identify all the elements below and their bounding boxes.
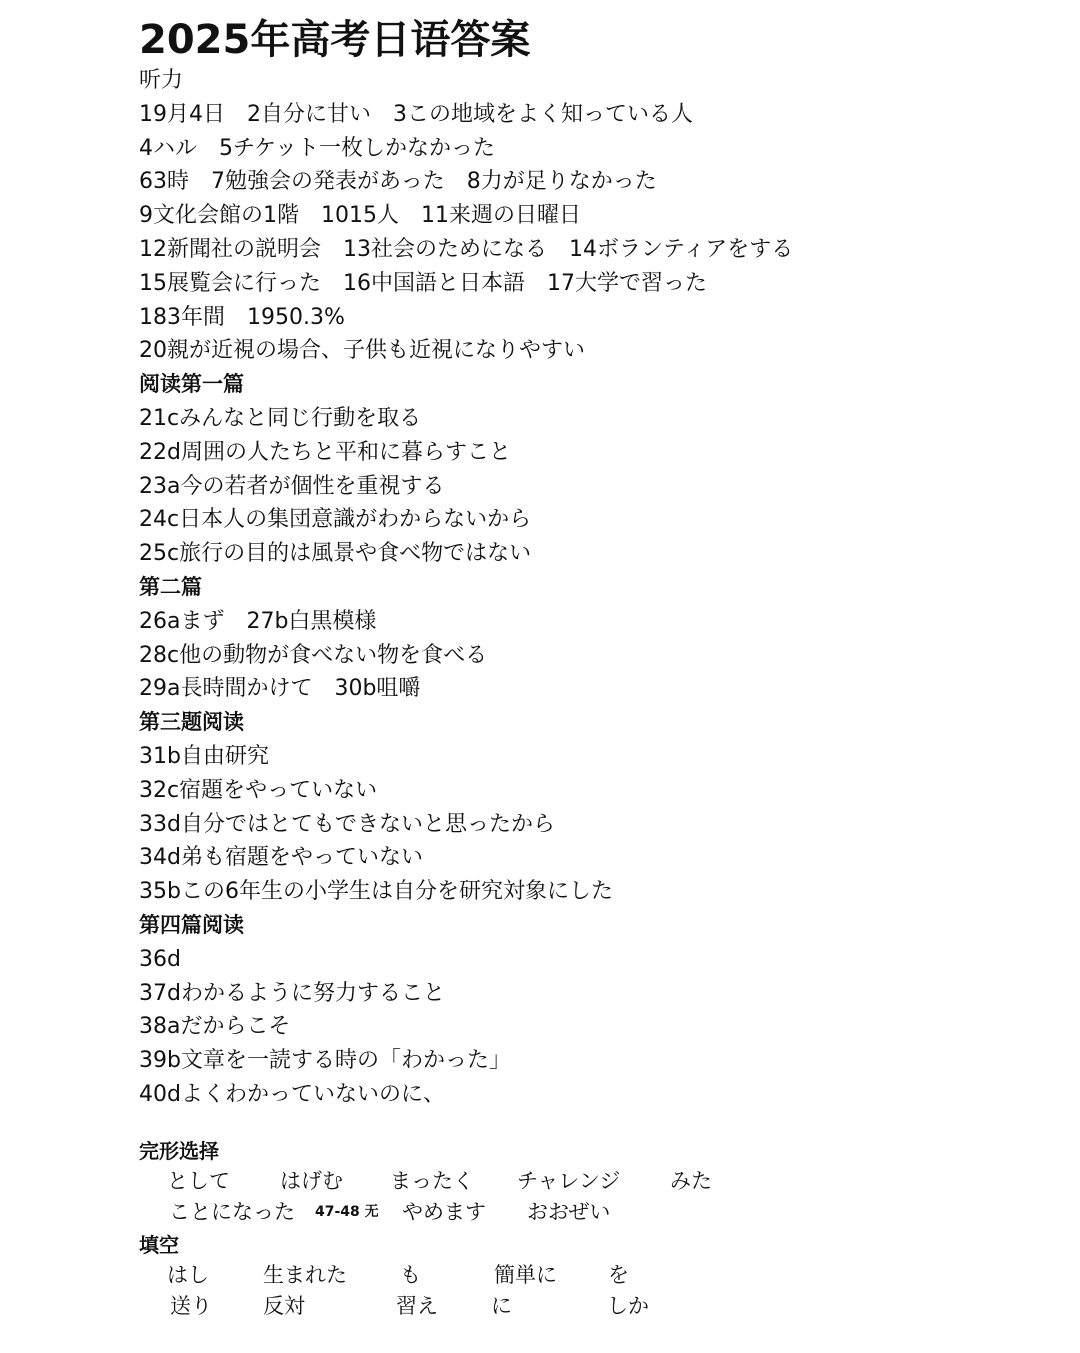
fill-row-1: [139, 1260, 1039, 1291]
answer-line: 35bこの6年生の小学生は自分を研究対象にした: [139, 879, 613, 905]
fill-answer: 送り: [170, 1294, 212, 1318]
fill-answer: 習え: [396, 1294, 438, 1318]
section-heading: 阅读第一篇: [139, 372, 244, 397]
fill-answer: はし: [167, 1263, 209, 1287]
fill-row-2: [139, 1291, 1039, 1322]
answer-line: 22d周囲の人たちと平和に暮らすこと: [139, 439, 511, 465]
answer-line: 15展覧会に行った 16中国語と日本語 17大学で習った: [139, 270, 707, 296]
cloze-answer: ことになった: [169, 1200, 295, 1224]
answer-line: 37dわかるように努力すること: [139, 980, 445, 1006]
fill-answer: に: [491, 1294, 512, 1318]
answer-list: [139, 64, 1059, 1112]
cloze-row-2: [139, 1197, 1039, 1228]
fill-answer: 生まれた: [263, 1263, 347, 1287]
fill-answer: しか: [607, 1294, 649, 1318]
answer-line: 24c日本人の集団意識がわからないから: [139, 507, 532, 533]
answer-line: 26aまず 27b白黒模様: [139, 608, 377, 634]
cloze-row-1: [139, 1166, 1039, 1197]
answer-line: 32c宿題をやっていない: [139, 777, 378, 803]
answer-line: 33d自分ではとてもできないと思ったから: [139, 811, 555, 837]
cloze-answer: やめます: [402, 1200, 486, 1224]
answer-line: 29a長時間かけて 30b咀嚼: [139, 676, 421, 702]
answer-line: 20親が近視の場合、子供も近視になりやすい: [139, 338, 585, 364]
fill-answer: 簡単に: [494, 1263, 557, 1287]
answer-line: 31b自由研究: [139, 743, 269, 769]
cloze-answer: おおぜい: [527, 1200, 611, 1224]
answer-line: 21cみんなと同じ行動を取る: [139, 405, 422, 431]
cloze-title: 完形选择: [139, 1139, 219, 1163]
answer-line: 36d: [139, 946, 181, 972]
section-heading: 第二篇: [139, 574, 202, 599]
cloze-answer: チャレンジ: [517, 1169, 621, 1193]
answer-line: 19月4日 2自分に甘い 3この地域をよく知っている人: [139, 101, 693, 127]
answer-line: 9文化会館の1階 1015人 11来週の日曜日: [139, 203, 581, 229]
fill-answer: を: [608, 1263, 629, 1287]
answer-line: 39b文章を一読する時の「わかった」: [139, 1048, 511, 1074]
cloze-answer: まったく: [390, 1169, 474, 1193]
cloze-answer: みた: [670, 1169, 712, 1193]
fill-answer: 反対: [263, 1294, 305, 1318]
cloze-answer: として: [167, 1169, 230, 1193]
page-title: 2025年高考日语答案: [139, 17, 531, 63]
answer-line: 28c他の動物が食べない物を食べる: [139, 642, 488, 668]
answer-line: 4ハル 5チケット一枚しかなかった: [139, 135, 496, 161]
answer-line: 34d弟も宿題をやっていない: [139, 845, 423, 871]
section-heading: 第三题阅读: [139, 710, 244, 735]
cloze-note: 47-48 无: [315, 1204, 379, 1220]
fill-section: [139, 1230, 1039, 1322]
answer-line: 12新聞社の説明会 13社会のためになる 14ボランティアをする: [139, 236, 794, 262]
answer-line: 63時 7勉強会の発表があった 8力が足りなかった: [139, 169, 657, 195]
fill-title: 填空: [139, 1233, 179, 1257]
cloze-section: [139, 1136, 1039, 1228]
answer-line: 25c旅行の目的は風景や食べ物ではない: [139, 541, 532, 567]
answer-line: 40dよくわかっていないのに、: [139, 1081, 445, 1107]
answer-line: 23a今の若者が個性を重視する: [139, 473, 445, 499]
cloze-answer: はげむ: [280, 1169, 343, 1193]
answer-line: 听力: [139, 68, 184, 93]
fill-answer: も: [400, 1263, 421, 1287]
section-heading: 第四篇阅读: [139, 912, 244, 937]
answer-line: 183年間 1950.3%: [139, 304, 345, 330]
answer-line: 38aだからこそ: [139, 1014, 291, 1040]
